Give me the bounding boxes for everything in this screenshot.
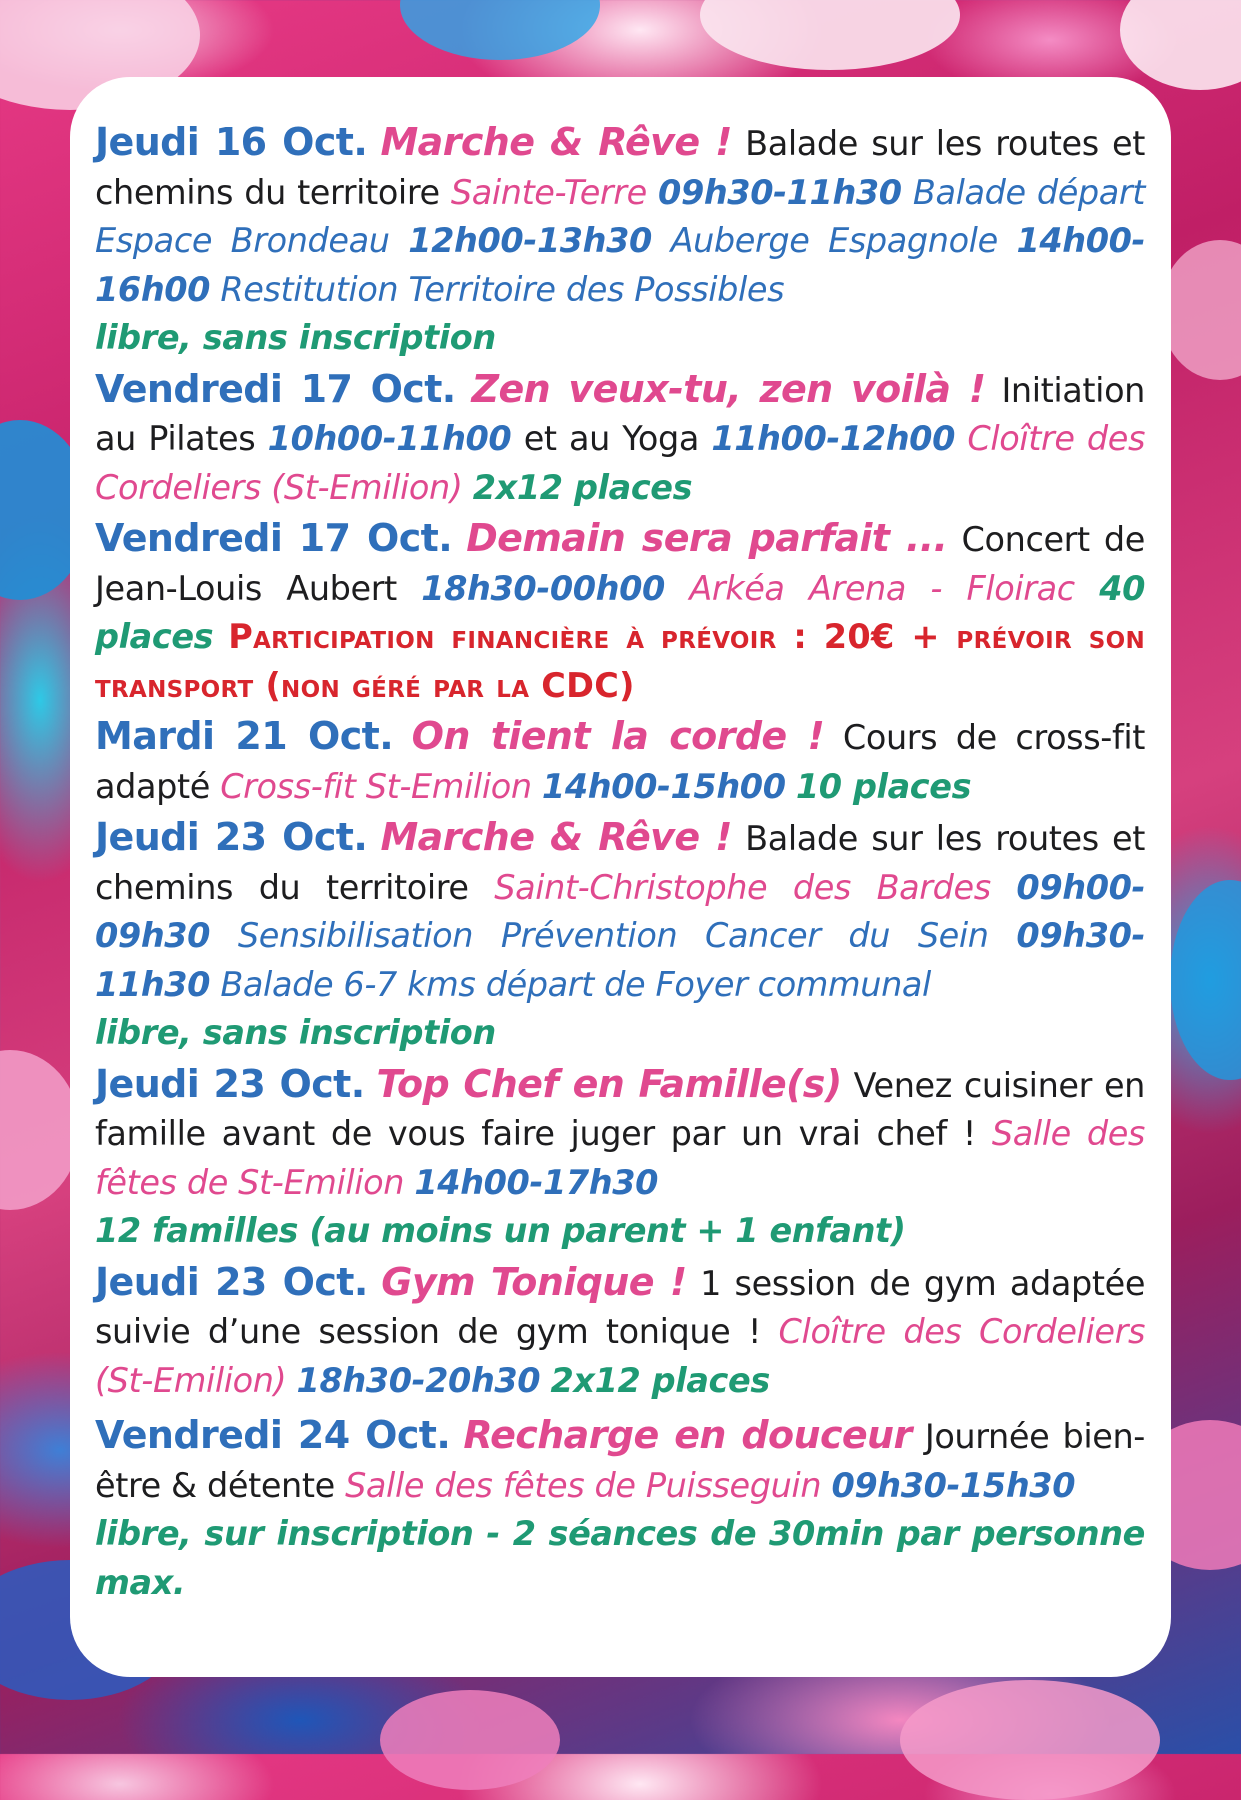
event-date: Mardi 21 Oct. <box>95 714 394 758</box>
event-info: 2x12 places <box>472 467 693 507</box>
decor-blob <box>1160 240 1241 380</box>
decor-blob <box>380 1690 560 1790</box>
event-date: Jeudi 23 Oct. <box>95 1259 368 1304</box>
event-activity: Balade départ Espace Brondeau <box>95 172 1146 260</box>
event-date: Jeudi 23 Oct. <box>95 815 368 859</box>
event-item <box>95 365 1145 513</box>
decor-blob <box>1120 0 1241 90</box>
event-place: Sainte-Terre <box>450 172 647 212</box>
event-description: Cours de cross-fit adapté <box>95 718 1146 806</box>
event-place: Cross-fit St-Emilion <box>220 766 532 806</box>
event-activity: Restitution Territoire des Possibles <box>220 269 785 309</box>
event-time: 18h30-00h00 <box>421 568 665 608</box>
event-activity: Balade 6-7 kms départ de Foyer communal <box>220 964 931 1004</box>
event-place: Cloître des Cordeliers (St-Emilion) <box>95 419 1146 507</box>
event-time: 09h30-15h30 <box>831 1465 1076 1505</box>
event-info: 10 places <box>795 766 972 806</box>
event-description: Concert de Jean-Louis Aubert <box>95 520 1145 608</box>
event-warning: Participation financière à prévoir : 20€ + prévoir son transport (non géré par la CDC) <box>95 617 1145 705</box>
event-item <box>95 118 1145 363</box>
event-item <box>95 1411 1145 1607</box>
event-description: Venez cuisiner en famille avant de vous faire juger par un vrai chef ! <box>95 1065 1146 1153</box>
event-title: Gym Tonique ! <box>381 1259 687 1304</box>
events-list <box>95 118 1145 1609</box>
decor-blob <box>400 0 600 60</box>
event-description: Balade sur les routes et chemins du territoire <box>95 819 1145 907</box>
event-date: Vendredi 24 Oct. <box>95 1413 451 1457</box>
event-time: 09h30-11h30 <box>95 916 1146 1004</box>
event-title: Zen veux-tu, zen voilà ! <box>471 366 986 411</box>
event-activity: Sensibilisation Prévention Cancer du Sein <box>237 916 989 955</box>
event-time: 12h00-13h30 <box>408 221 652 260</box>
event-time: 14h00-15h00 <box>541 766 786 806</box>
event-date: Vendredi 17 Oct. <box>95 516 453 560</box>
event-title: Top Chef en Famille(s) <box>376 1061 842 1106</box>
event-date: Jeudi 23 Oct. <box>95 1061 365 1106</box>
decor-blob <box>0 1050 80 1210</box>
event-description: Journée bien-être & détente <box>95 1417 1145 1505</box>
decor-blob <box>1170 880 1241 1080</box>
event-time: 09h00-09h30 <box>95 867 1146 955</box>
event-title: Demain sera parfait ... <box>466 516 948 560</box>
event-date: Jeudi 16 Oct. <box>95 120 368 164</box>
event-time: 10h00-11h00 <box>267 419 512 458</box>
decor-blob <box>700 0 960 70</box>
decor-blob <box>900 1680 1160 1800</box>
event-description: Balade sur les routes et chemins du territoire <box>95 124 1145 212</box>
event-place: Arkéa Arena - Floirac <box>689 568 1075 608</box>
event-title: Recharge en douceur <box>463 1413 912 1457</box>
event-place: Salle des fêtes de St-Emilion <box>95 1114 1145 1202</box>
event-item <box>95 1258 1145 1406</box>
event-description: 1 session de gym adaptée suivie d’une session de gym tonique ! <box>95 1263 1146 1351</box>
event-info: 12 familles (au moins un parent + 1 enfant) <box>95 1211 906 1250</box>
event-info: libre, sans inscription <box>95 1013 496 1052</box>
event-title: On tient la corde ! <box>411 714 825 758</box>
event-time: 18h30-20h30 <box>296 1360 541 1400</box>
event-item <box>95 1060 1145 1256</box>
event-item <box>95 813 1145 1058</box>
event-item <box>95 712 1145 811</box>
event-title: Marche & Rêve ! <box>380 815 732 859</box>
event-info: 2x12 places <box>550 1360 770 1400</box>
event-date: Vendredi 17 Oct. <box>95 366 456 411</box>
event-description: Initiation au Pilates <box>95 370 1145 458</box>
event-info: libre, sur inscription - 2 séances de 30min par personne max. <box>95 1514 1145 1602</box>
event-place: Cloître des Cordeliers (St-Emilion) <box>95 1312 1145 1400</box>
event-activity: Auberge Espagnole <box>670 221 998 260</box>
event-place: Saint-Christophe des Bardes <box>494 867 991 907</box>
event-place: Salle des fêtes de Puisseguin <box>345 1465 822 1505</box>
event-description: et au Yoga <box>523 419 699 458</box>
event-time: 09h30-11h30 <box>658 172 902 212</box>
event-time: 11h00-12h00 <box>711 419 955 458</box>
event-info: 40 places <box>95 568 1146 656</box>
event-title: Marche & Rêve ! <box>380 120 732 164</box>
event-time: 14h00-17h30 <box>414 1162 659 1202</box>
event-time: 14h00-16h00 <box>95 221 1146 309</box>
event-item <box>95 514 1145 710</box>
event-info: libre, sans inscription <box>95 318 496 357</box>
